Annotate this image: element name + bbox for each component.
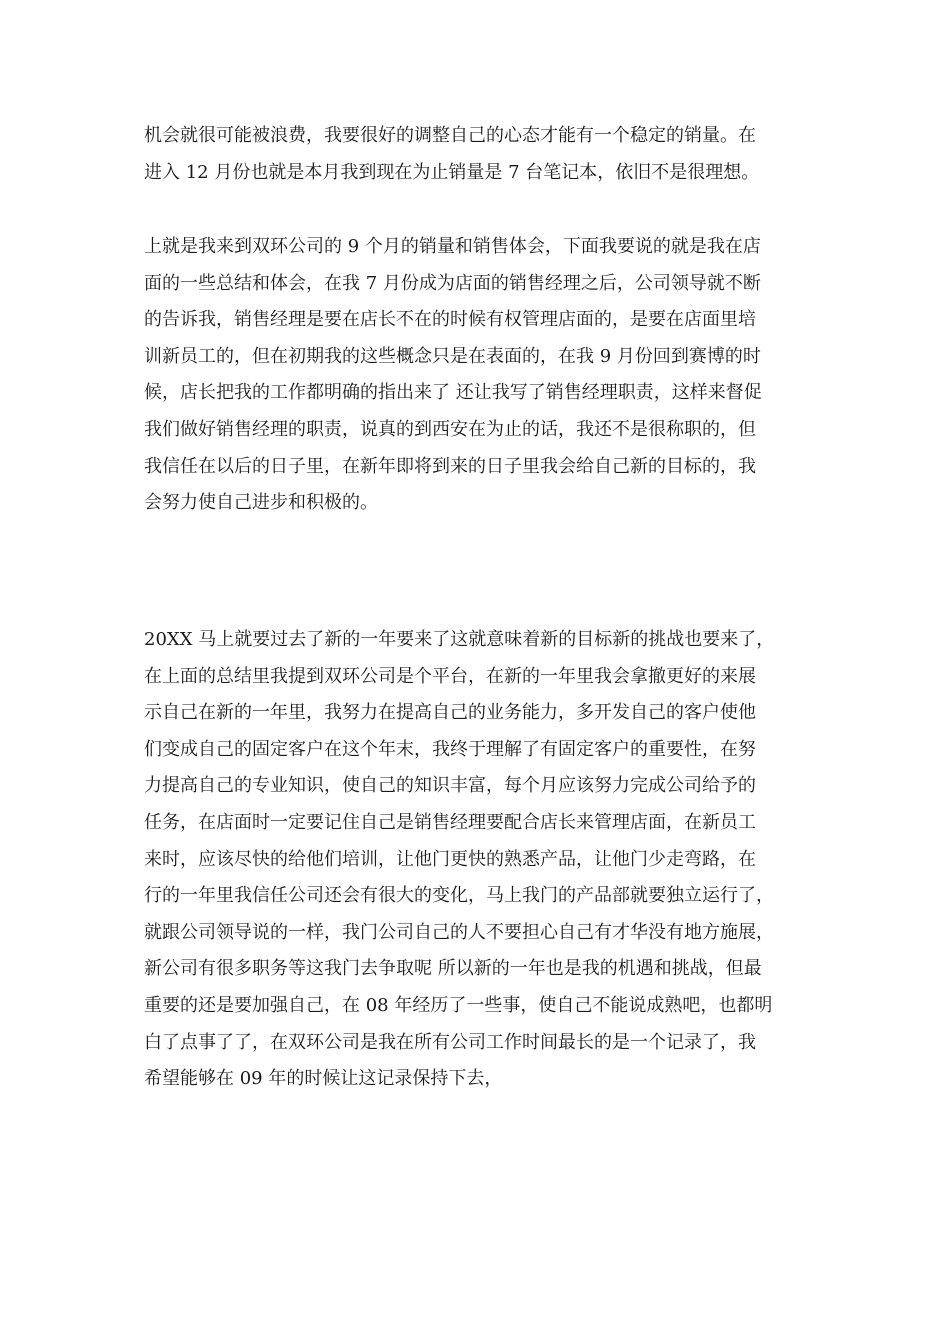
text-line: 新公司有很多职务等这我门去争取呢 所以新的一年也是我的机遇和挑战，但最 <box>144 958 762 980</box>
text-line: 20XX 马上就要过去了新的一年要来了这就意味着新的目标新的挑战也要来了， <box>144 629 775 650</box>
paragraph-1 <box>144 118 808 191</box>
text-line: 训新员工的，但在初期我的这些概念只是在表面的，在我 9 月份回到赛博的时 <box>144 345 761 367</box>
text-line: 进入 12 月份也就是本月我到现在为止销量是 7 台笔记本，依旧不是很理想。 <box>144 161 760 183</box>
text-line: 我们做好销售经理的职责，说真的到西安在为止的话，我还不是很称职的，但 <box>144 418 756 440</box>
text-line: 来时，应该尽快的给他们培训，让他门更快的熟悉产品，让他门少走弯路，在 <box>144 848 756 870</box>
text-line: 示自己在新的一年里，我努力在提高自己的业务能力，多开发自己的客户使他 <box>144 702 756 724</box>
text-line: 们变成自己的固定客户在这个年末，我终于理解了有固定客户的重要性，在努 <box>144 738 756 760</box>
text-line: 上就是我来到双环公司的 9 个月的销量和销售体会，下面我要说的就是我在店 <box>144 236 761 257</box>
text-line: 会努力使自己进步和积极的。 <box>144 492 378 514</box>
text-line: 力提高自己的专业知识，使自己的知识丰富，每个月应该努力完成公司给予的 <box>144 775 756 797</box>
text-line: 面的一些总结和体会，在我 7 月份成为店面的销售经理之后，公司领导就不断 <box>144 272 761 294</box>
text-line: 我信任在以后的日子里，在新年即将到来的日子里我会给自己新的目标的，我 <box>144 455 756 477</box>
text-line: 白了点事了了，在双环公司是我在所有公司工作时间最长的是一个记录了，我 <box>144 1031 756 1053</box>
paragraph-3 <box>144 622 808 1098</box>
text-line: 行的一年里我信任公司还会有很大的变化，马上我门的产品部就要独立运行了， <box>144 885 774 907</box>
text-line: 机会就很可能被浪费，我要很好的调整自己的心态才能有一个稳定的销量。在 <box>144 125 756 146</box>
paragraph-2 <box>144 229 808 522</box>
text-line: 就跟公司领导说的一样，我门公司自己的人不要担心自己有才华没有地方施展， <box>144 921 774 943</box>
text-line: 重要的还是要加强自己，在 08 年经历了一些事，使自己不能说成熟吧，也都明 <box>144 994 773 1016</box>
text-line: 在上面的总结里我提到双环公司是个平台，在新的一年里我会拿撤更好的来展 <box>144 665 756 687</box>
text-line: 候，店长把我的工作都明确的指出来了 还让我写了销售经理职责，这样来督促 <box>144 382 762 404</box>
text-line: 任务，在店面时一定要记住自己是销售经理要配合店长来管理店面，在新员工 <box>144 811 756 833</box>
text-line: 希望能够在 09 年的时候让这记录保持下去， <box>144 1068 503 1090</box>
text-line: 的告诉我，销售经理是要在店长不在的时候有权管理店面的，是要在店面里培 <box>144 309 756 331</box>
